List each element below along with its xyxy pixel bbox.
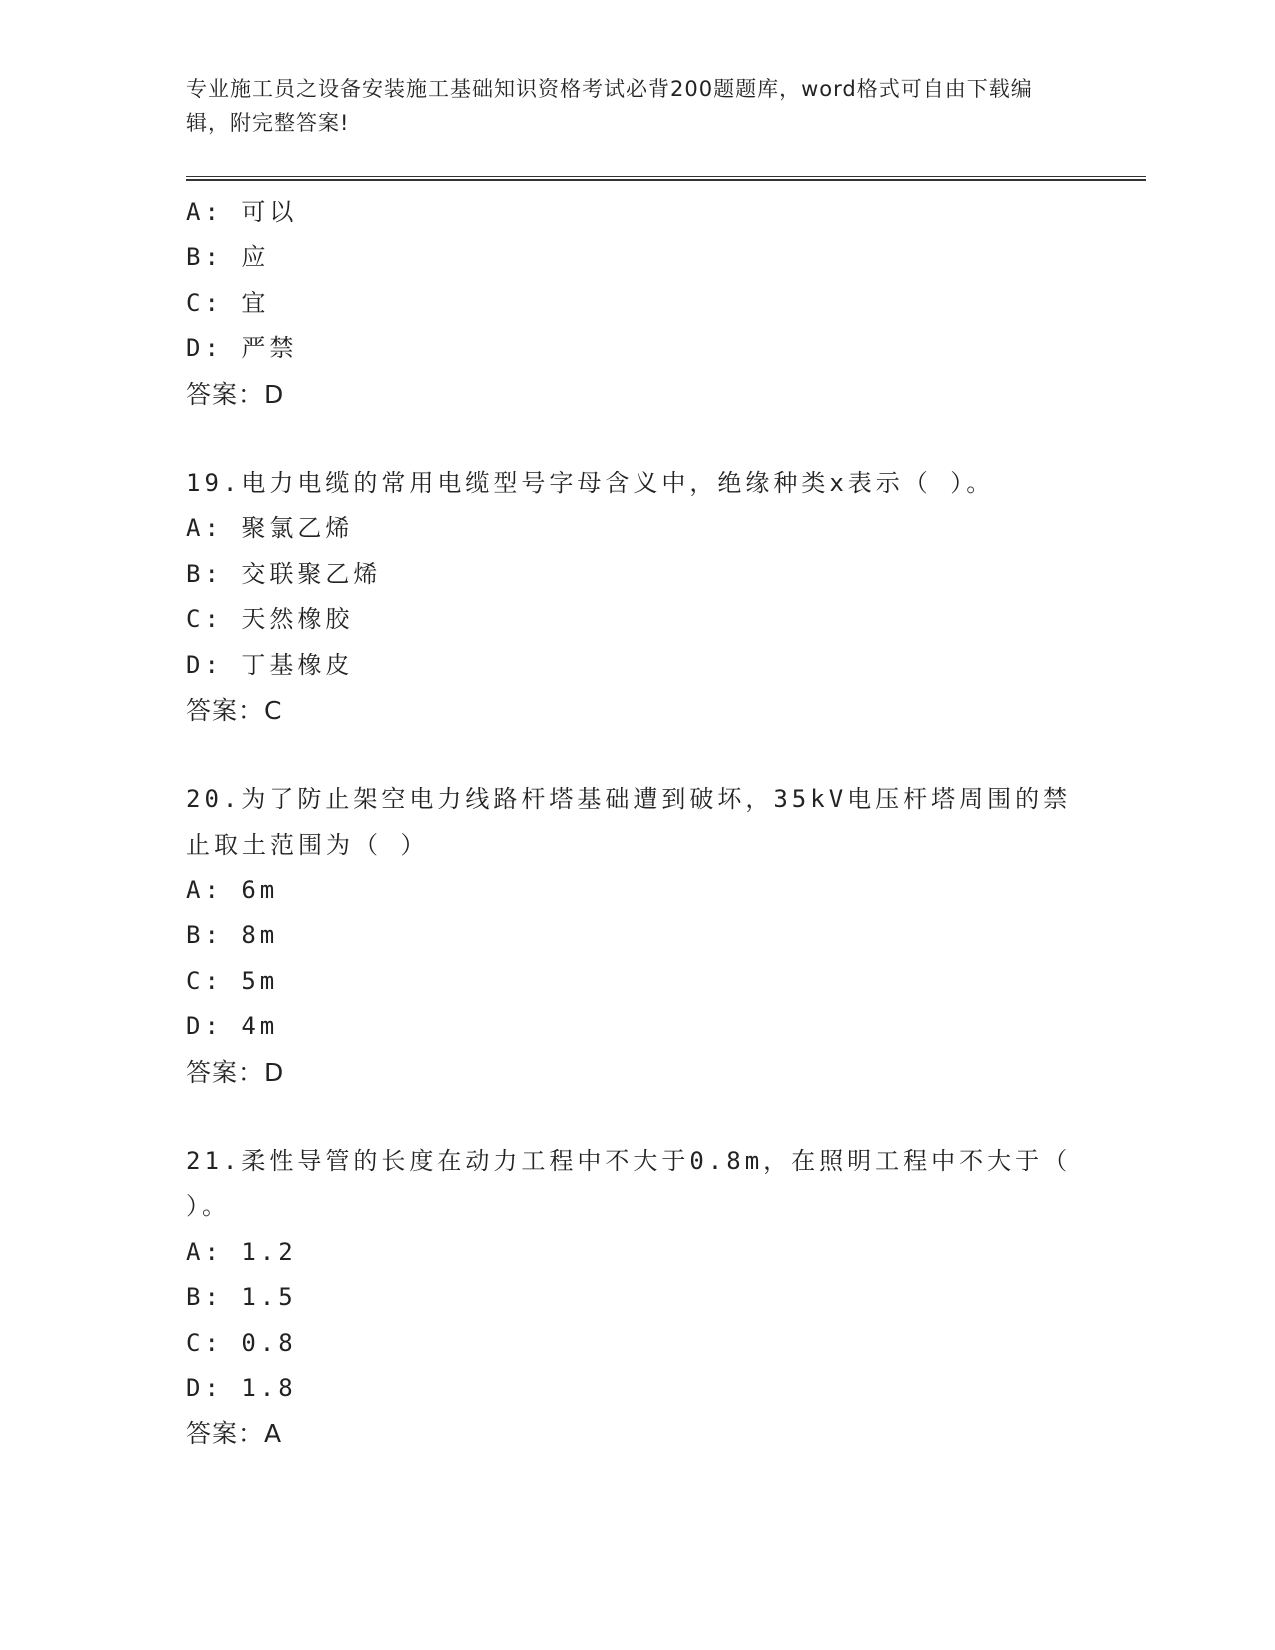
answer-line: 答案：D (186, 1057, 285, 1087)
option-a: A: 可以 (186, 198, 298, 226)
header-divider (186, 176, 1146, 181)
question-block-21 (186, 1139, 1086, 1457)
document-body (186, 190, 1086, 1457)
question-stem-cont: ）。 (186, 1192, 230, 1221)
option-a: A: 1.2 (186, 1237, 297, 1266)
question-block-19 (186, 461, 1086, 733)
option-b: B: 8m (186, 921, 279, 950)
question-stem: 20.为了防止架空电力线路杆塔基础遭到破坏，35kV电压杆塔周围的禁 (186, 785, 1072, 814)
option-c: C: 0.8 (186, 1328, 297, 1357)
option-a: A: 聚氯乙烯 (186, 514, 354, 543)
question-block-prev (186, 190, 1086, 417)
option-b: B: 应 (186, 243, 270, 272)
question-stem: 21.柔性导管的长度在动力工程中不大于0.8m，在照明工程中不大于（ (186, 1147, 1072, 1176)
question-block-20 (186, 777, 1086, 1095)
answer-line: 答案：C (186, 695, 283, 725)
option-d: D: 1.8 (186, 1373, 297, 1402)
option-b: B: 交联聚乙烯 (186, 559, 382, 588)
option-d: D: 4m (186, 1012, 279, 1041)
question-stem-cont: 止取土范围为（ ） (186, 830, 429, 859)
option-c: C: 宜 (186, 288, 270, 317)
option-c: C: 天然橡胶 (186, 605, 354, 634)
option-a: A: 6m (186, 876, 279, 905)
option-c: C: 5m (186, 966, 279, 995)
document-header: 专业施工员之设备安装施工基础知识资格考试必背200题题库，word格式可自由下载编辑，附完整答案! (186, 77, 1033, 135)
option-d: D: 丁基橡皮 (186, 650, 354, 679)
option-b: B: 1.5 (186, 1283, 297, 1312)
question-stem: 19.电力电缆的常用电缆型号字母含义中，绝缘种类x表示（ ）。 (186, 468, 995, 497)
answer-line: 答案：D (186, 379, 285, 409)
answer-line: 答案：A (186, 1419, 283, 1449)
option-d: D: 严禁 (186, 334, 298, 363)
